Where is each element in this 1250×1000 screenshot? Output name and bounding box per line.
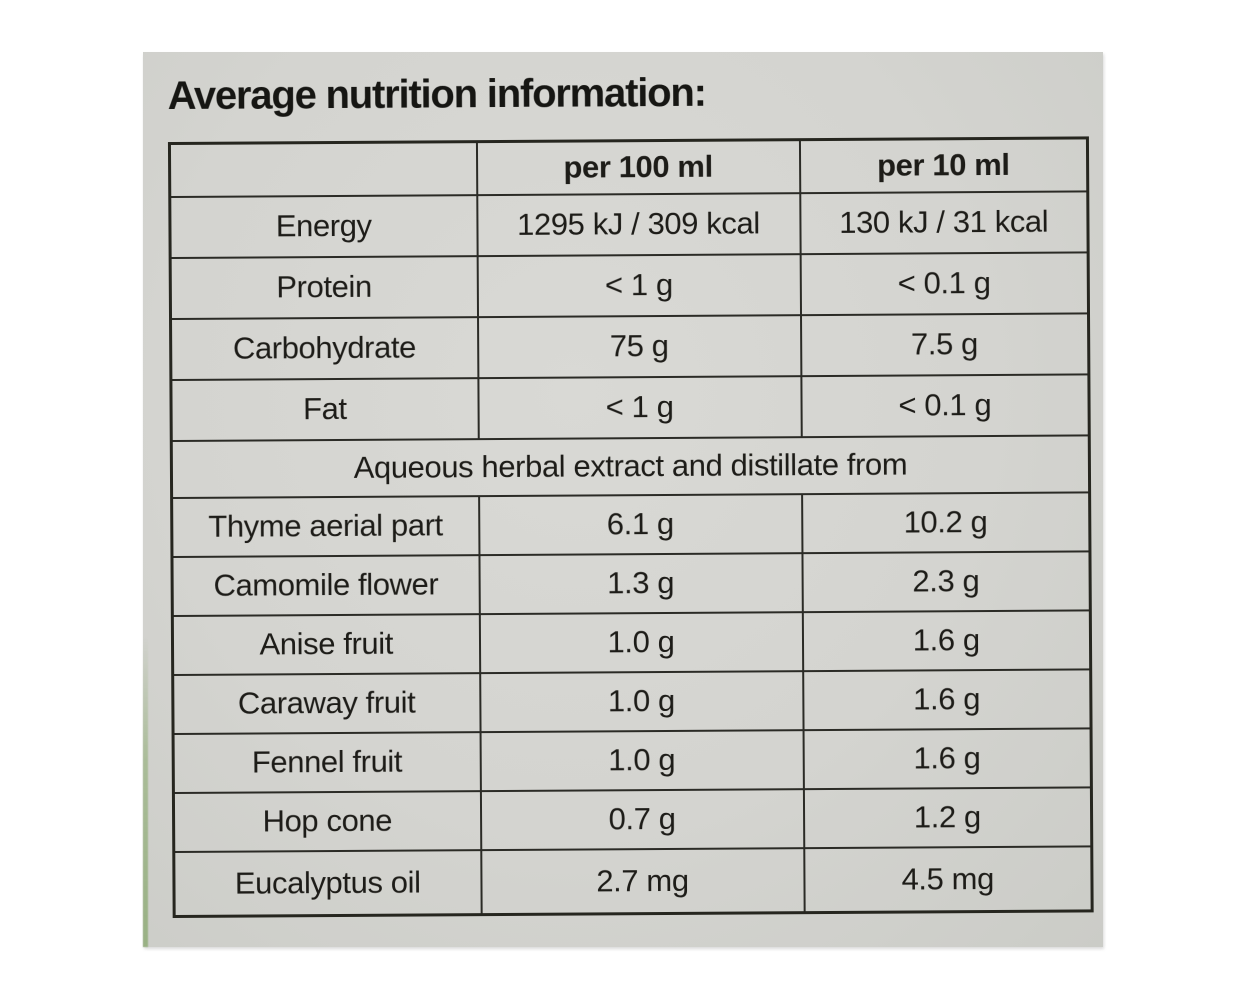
per-10ml-value-cell: 2.3 g bbox=[802, 551, 1090, 612]
per-10ml-value-cell: 10.2 g bbox=[802, 492, 1090, 553]
per-100ml-value-cell: 1.0 g bbox=[479, 612, 802, 673]
ingredient-name-cell: Camomile flower bbox=[172, 555, 479, 616]
table-row bbox=[173, 669, 1091, 734]
per-10ml-value-cell: 7.5 g bbox=[801, 313, 1089, 376]
nutrient-name-cell: Protein bbox=[170, 256, 477, 319]
per-100ml-value-cell: < 1 g bbox=[477, 254, 800, 317]
nutrition-label bbox=[143, 52, 1103, 947]
header-per-100ml: per 100 ml bbox=[476, 140, 799, 195]
ingredient-name-cell: Anise fruit bbox=[172, 614, 479, 675]
per-100ml-value-cell: 2.7 mg bbox=[481, 848, 804, 915]
table-row bbox=[170, 191, 1088, 258]
label-content bbox=[142, 46, 1107, 947]
per-100ml-value-cell: 1.0 g bbox=[480, 730, 803, 791]
per-100ml-value-cell: 6.1 g bbox=[479, 494, 802, 555]
ingredient-name-cell: Thyme aerial part bbox=[172, 496, 479, 557]
nutrient-name-cell: Fat bbox=[171, 378, 478, 441]
table-row bbox=[171, 374, 1089, 441]
header-blank-cell bbox=[169, 142, 476, 197]
per-100ml-value-cell: 1295 kJ / 309 kcal bbox=[477, 193, 800, 256]
table-row bbox=[174, 846, 1092, 917]
nutrient-name-cell: Energy bbox=[170, 195, 477, 258]
per-10ml-value-cell: 130 kJ / 31 kcal bbox=[800, 191, 1088, 254]
per-100ml-value-cell: 1.0 g bbox=[480, 671, 803, 732]
ingredient-name-cell: Hop cone bbox=[173, 791, 480, 852]
per-100ml-value-cell: 75 g bbox=[478, 315, 801, 378]
table-row bbox=[171, 313, 1089, 380]
per-10ml-value-cell: 1.2 g bbox=[803, 787, 1091, 848]
per-10ml-value-cell: < 0.1 g bbox=[800, 252, 1088, 315]
nutrient-name-cell: Carbohydrate bbox=[171, 317, 478, 380]
table-row bbox=[173, 787, 1091, 852]
per-100ml-value-cell: 0.7 g bbox=[480, 789, 803, 850]
table-row bbox=[173, 728, 1091, 793]
header-per-10ml: per 10 ml bbox=[799, 138, 1087, 193]
ingredient-name-cell: Fennel fruit bbox=[173, 732, 480, 793]
per-10ml-value-cell: 1.6 g bbox=[802, 610, 1090, 671]
ingredient-name-cell: Eucalyptus oil bbox=[174, 850, 481, 917]
table-row bbox=[170, 252, 1088, 319]
per-10ml-value-cell: < 0.1 g bbox=[801, 374, 1089, 437]
per-10ml-value-cell: 1.6 g bbox=[803, 728, 1091, 789]
per-10ml-value-cell: 4.5 mg bbox=[804, 846, 1092, 913]
section-header-cell: Aqueous herbal extract and distillate from bbox=[171, 435, 1089, 498]
section-header-row bbox=[171, 435, 1089, 498]
per-100ml-value-cell: < 1 g bbox=[478, 376, 801, 439]
page-title: Average nutrition information: bbox=[167, 70, 706, 119]
package-edge-artifact bbox=[143, 637, 148, 947]
nutrition-table bbox=[168, 136, 1094, 918]
table-row bbox=[172, 551, 1090, 616]
ingredient-name-cell: Caraway fruit bbox=[173, 673, 480, 734]
table-header-row bbox=[169, 138, 1087, 197]
per-10ml-value-cell: 1.6 g bbox=[803, 669, 1091, 730]
per-100ml-value-cell: 1.3 g bbox=[479, 553, 802, 614]
table-row bbox=[172, 610, 1090, 675]
table-row bbox=[172, 492, 1090, 557]
